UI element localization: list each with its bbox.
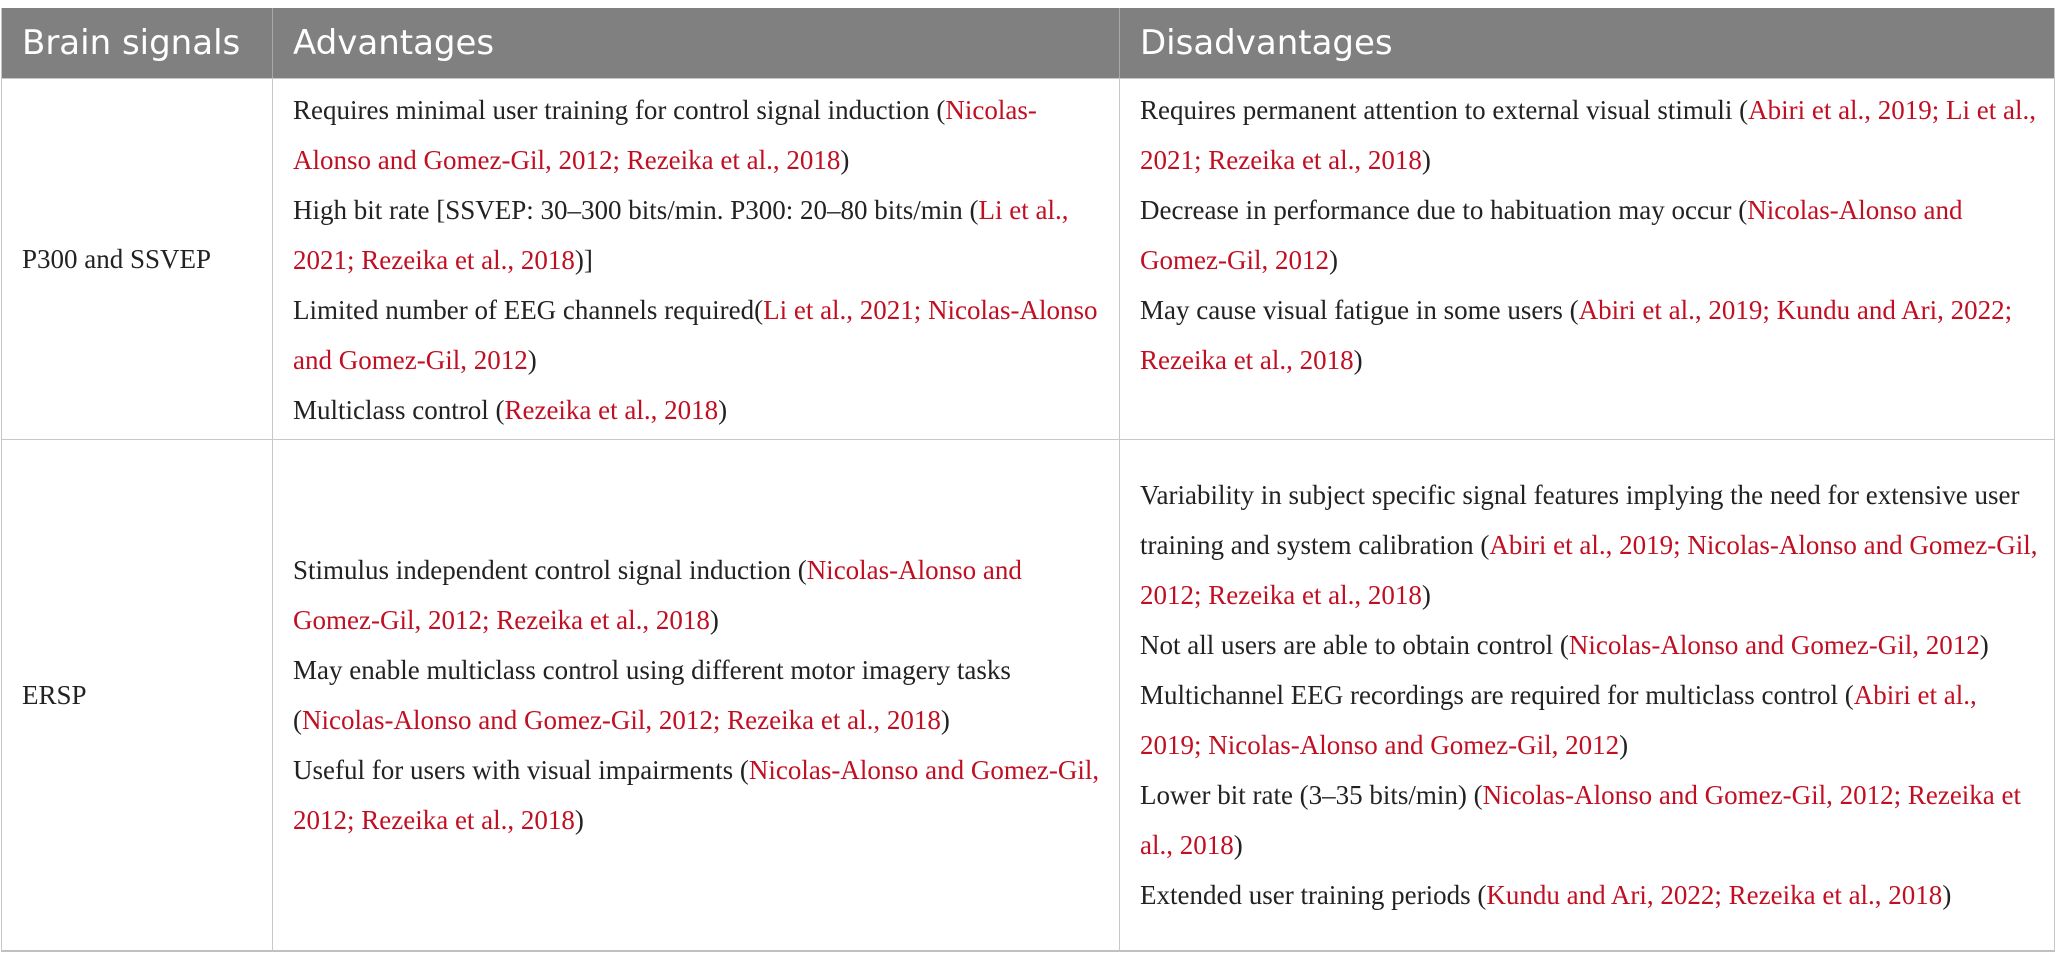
- entry-text: May cause visual fatigue in some users (: [1140, 295, 1579, 325]
- entry-close: )]: [574, 245, 593, 275]
- entry-close: ): [1979, 630, 1989, 660]
- advantages-cell: [273, 440, 1120, 950]
- citation-link[interactable]: Abiri et al., 2019; Nicolas-Alonso and Gomez-Gil, 2012; Rezeika et al., 2018: [1140, 530, 2038, 610]
- entry-text: Requires permanent attention to external visual stimuli (: [1140, 95, 1749, 125]
- advantages-cell: [273, 79, 1120, 439]
- citation-link[interactable]: Kundu and Ari, 2022; Rezeika et al., 2018: [1486, 880, 1943, 910]
- disadvantages-cell: [1120, 79, 2054, 439]
- entry-close: ): [527, 345, 537, 375]
- advantage-entry: [293, 745, 1107, 845]
- disadvantages-cell: [1120, 440, 2054, 950]
- entry-text: Stimulus independent control signal induction (: [293, 555, 807, 585]
- advantage-entry: [293, 185, 1107, 285]
- entry-close: ): [1942, 880, 1952, 910]
- disadvantage-entry: [1140, 670, 2042, 770]
- citation-link[interactable]: Abiri et al., 2019; Li et al., 2021; Rezeika et al., 2018: [1140, 95, 2037, 175]
- entry-close: ): [1421, 145, 1431, 175]
- entry-text: High bit rate [SSVEP: 30–300 bits/min. P300: 20–80 bits/min (: [293, 195, 979, 225]
- advantage-entry: [293, 645, 1107, 745]
- entry-text: May enable multiclass control using different motor imagery tasks (: [293, 655, 1011, 735]
- header-advantages: Advantages: [273, 8, 1120, 78]
- disadvantage-entry: [1140, 620, 2042, 670]
- brain-signal-cell: ERSP: [2, 440, 273, 950]
- advantage-entry: [293, 385, 1107, 435]
- citation-link[interactable]: Nicolas-Alonso and Gomez-Gil, 2012: [1140, 195, 1963, 275]
- entry-close: ): [1421, 580, 1431, 610]
- entry-close: ): [1233, 830, 1243, 860]
- entry-close: ): [1353, 345, 1363, 375]
- entry-close: ): [709, 605, 719, 635]
- citation-link[interactable]: Nicolas-Alonso and Gomez-Gil, 2012; Rezeika et al., 2018: [293, 95, 1037, 175]
- entry-text: Useful for users with visual impairments (: [293, 755, 749, 785]
- entry-close: ): [1619, 730, 1629, 760]
- advantage-entry: [293, 285, 1107, 385]
- entry-close: ): [574, 805, 584, 835]
- advantage-entry: [293, 85, 1107, 185]
- header-disadvantages: Disadvantages: [1140, 23, 1393, 63]
- entry-text: Not all users are able to obtain control (: [1140, 630, 1569, 660]
- entry-text: Decrease in performance due to habituation may occur (: [1140, 195, 1748, 225]
- entry-text: Variability in subject specific signal features implying the need for extensive user training and system calibration (: [1140, 480, 2020, 560]
- entry-close: ): [1328, 245, 1338, 275]
- disadvantage-entry: [1140, 870, 2042, 920]
- entry-close: ): [840, 145, 850, 175]
- disadvantage-entry: [1140, 470, 2042, 620]
- disadvantage-entry: [1140, 185, 2042, 285]
- entry-text: Multiclass control (: [293, 395, 505, 425]
- entry-close: ): [940, 705, 950, 735]
- citation-link[interactable]: Abiri et al., 2019; Kundu and Ari, 2022; Rezeika et al., 2018: [1140, 295, 2013, 375]
- header-brain-signals: Brain signals: [2, 8, 273, 78]
- citation-link[interactable]: Abiri et al., 2019; Nicolas-Alonso and Gomez-Gil, 2012: [1140, 680, 1977, 760]
- disadvantage-entry: [1140, 770, 2042, 870]
- citation-link[interactable]: Rezeika et al., 2018: [504, 395, 719, 425]
- citation-link[interactable]: Li et al., 2021; Rezeika et al., 2018: [293, 195, 1069, 275]
- table-header: [2, 8, 2054, 78]
- brain-signal-cell: P300 and SSVEP: [2, 79, 273, 439]
- disadvantage-entry: [1140, 85, 2042, 185]
- comparison-table: [1, 8, 2055, 952]
- table-row: [2, 78, 2054, 439]
- citation-link[interactable]: Nicolas-Alonso and Gomez-Gil, 2012; Rezeika et al., 2018: [293, 755, 1100, 835]
- entry-close: ): [718, 395, 728, 425]
- entry-text: Extended user training periods (: [1140, 880, 1487, 910]
- advantage-entry: [293, 545, 1107, 645]
- citation-link[interactable]: Nicolas-Alonso and Gomez-Gil, 2012; Rezeika et al., 2018: [1140, 780, 2022, 860]
- table-row: [2, 439, 2054, 950]
- entry-text: Limited number of EEG channels required(: [293, 295, 764, 325]
- citation-link[interactable]: Li et al., 2021; Nicolas-Alonso and Gomez-Gil, 2012: [293, 295, 1098, 375]
- entry-text: Multichannel EEG recordings are required for multiclass control (: [1140, 680, 1854, 710]
- citation-link[interactable]: Nicolas-Alonso and Gomez-Gil, 2012: [1568, 630, 1980, 660]
- entry-text: Lower bit rate (3–35 bits/min) (: [1140, 780, 1483, 810]
- citation-link[interactable]: Nicolas-Alonso and Gomez-Gil, 2012; Rezeika et al., 2018: [302, 705, 941, 735]
- entry-text: Requires minimal user training for control signal induction (: [293, 95, 946, 125]
- disadvantage-entry: [1140, 285, 2042, 385]
- citation-link[interactable]: Nicolas-Alonso and Gomez-Gil, 2012; Rezeika et al., 2018: [293, 555, 1022, 635]
